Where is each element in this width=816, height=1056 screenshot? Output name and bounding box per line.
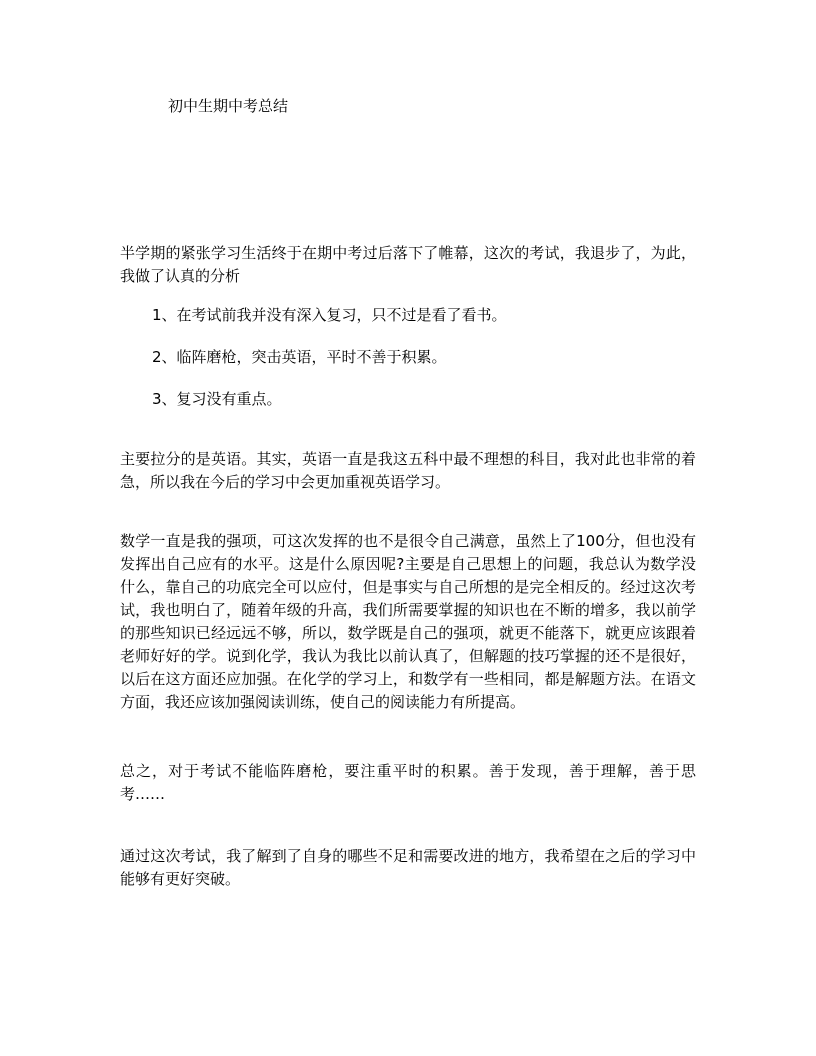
intro-paragraph: 半学期的紧张学习生活终于在期中考过后落下了帷幕，这次的考试，我退步了，为此，我做了认真的分析 xyxy=(120,244,696,285)
document-title: 初中生期中考总结 xyxy=(168,97,289,115)
english-paragraph: 主要拉分的是英语。其实，英语一直是我这五科中最不理想的科目，我对此也非常的着急，所以我在今后的学习中会更加重视英语学习。 xyxy=(120,450,696,491)
conclusion-paragraph: 通过这次考试，我了解到了自身的哪些不足和需要改进的地方，我希望在之后的学习中能够有更好突破。 xyxy=(120,847,696,888)
reason-item-2: 2、临阵磨枪，突击英语，平时不善于积累。 xyxy=(152,348,447,366)
reason-item-3: 3、复习没有重点。 xyxy=(152,390,282,408)
math-paragraph: 数学一直是我的强项，可这次发挥的也不是很令自己满意，虽然上了100分，但也没有发挥出自己应有的水平。这是什么原因呢?主要是自己思想上的问题，我总认为数学没什么，靠自己的功底完全可以应付，但是事实与自己所想的是完全相反的。经过这次考试，我也明白了，随着年级的升高，我们所需要掌握的知识也在不断的增多，我以前学的那些知识已经远远不够，所以，数学既是自己的强项，就更不能落下，就更应该跟着老师好好的学。说到化学，我认为我比以前认真了，但解题的技巧掌握的还不是很好，以后在这方面还应加强。在化学的学习上，和数学有一些相同，都是解题方法。在语文方面，我还应该加强阅读训练，使自己的阅读能力有所提高。 xyxy=(120,532,696,711)
summary-paragraph: 总之，对于考试不能临阵磨枪，要注重平时的积累。善于发现，善于理解，善于思考…… xyxy=(120,762,696,803)
reason-item-1: 1、在考试前我并没有深入复习，只不过是看了看书。 xyxy=(152,306,507,324)
